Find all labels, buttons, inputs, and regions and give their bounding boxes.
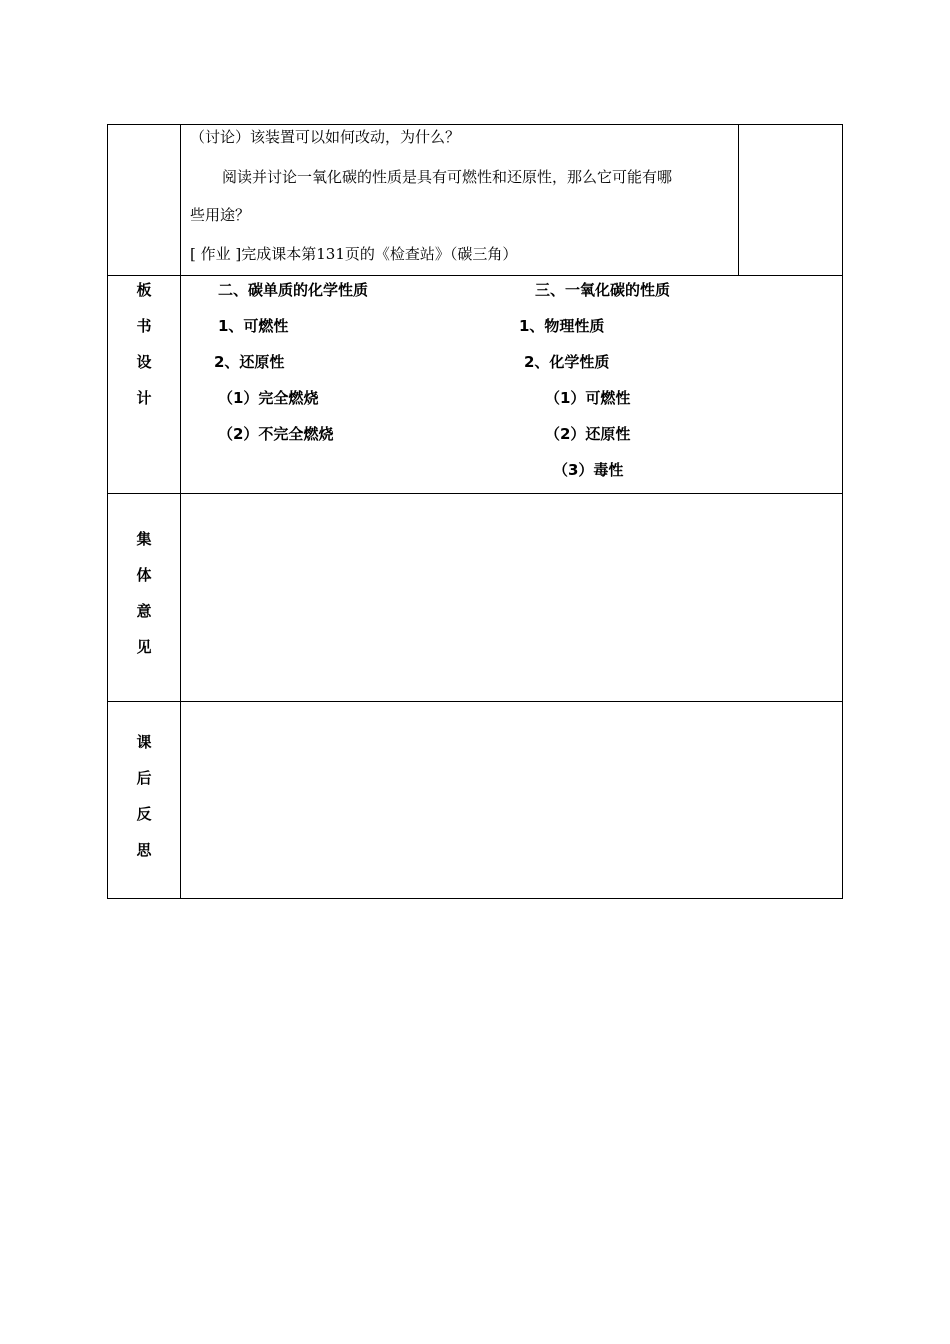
label-char: 计 (136, 389, 152, 407)
label-column-divider (180, 124, 181, 899)
post-lesson-reflection-label (108, 733, 180, 877)
label-char: 课 (136, 733, 152, 751)
label-char: 见 (136, 638, 152, 656)
row-divider-2 (107, 493, 843, 494)
label-char: 后 (136, 769, 152, 787)
co-sub-reducibility: （2）还原性 (545, 425, 631, 443)
carbon-item-combustibility: 1、可燃性 (218, 317, 289, 335)
collective-opinion-label (108, 530, 180, 674)
row-divider-1 (107, 275, 843, 276)
label-char: 体 (136, 566, 152, 584)
table-border-bottom (107, 898, 843, 899)
board-design-label (108, 281, 180, 425)
carbon-sub-incomplete-combustion: （2）不完全燃烧 (218, 425, 334, 443)
label-char: 书 (136, 317, 152, 335)
label-char: 反 (136, 805, 152, 823)
carbon-sub-complete-combustion: （1）完全燃烧 (218, 389, 319, 407)
label-char: 意 (136, 602, 152, 620)
co-sub-toxicity: （3）毒性 (553, 461, 624, 479)
label-char: 设 (136, 353, 152, 371)
table-border-right (842, 124, 843, 899)
co-sub-combustibility: （1）可燃性 (545, 389, 631, 407)
row-divider-3 (107, 701, 843, 702)
table-border-top (107, 124, 843, 125)
discussion-line: （讨论）该装置可以如何改动，为什么？ (190, 128, 461, 146)
carbon-item-reducibility: 2、还原性 (214, 353, 285, 371)
label-char: 板 (136, 281, 152, 299)
co-item-chemical: 2、化学性质 (524, 353, 610, 371)
label-char: 思 (136, 841, 152, 859)
label-char: 集 (136, 530, 152, 548)
reading-line-continued: 些用途？ (190, 206, 251, 224)
carbon-chem-heading: 二、碳单质的化学性质 (218, 281, 369, 299)
reading-line: 阅读并讨论一氧化碳的性质是具有可燃性和还原性，那么它可能有哪 (222, 168, 673, 186)
homework-line: [ 作业 ]完成课本第131页的《检查站》（碳三角） (190, 245, 518, 263)
co-properties-heading: 三、一氧化碳的性质 (535, 281, 671, 299)
co-item-physical: 1、物理性质 (519, 317, 605, 335)
notes-column-divider (738, 124, 739, 276)
